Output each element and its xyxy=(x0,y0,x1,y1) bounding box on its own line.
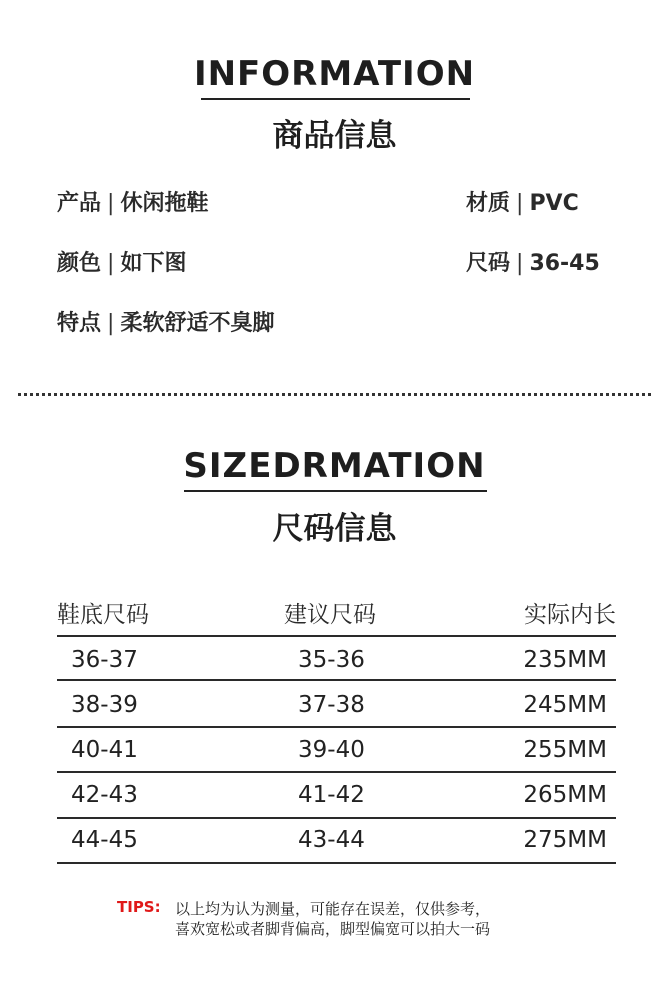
separator: | xyxy=(516,251,524,276)
table-cell-inner-length: 245MM xyxy=(523,692,607,718)
tips-line-2: 喜欢宽松或者脚背偏高，脚型偏宽可以拍大一码 xyxy=(175,920,491,938)
separator: | xyxy=(516,191,524,216)
color-field xyxy=(57,246,186,277)
table-cell-suggested-size: 37-38 xyxy=(298,692,365,718)
information-en-title: INFORMATION xyxy=(193,54,476,94)
size-title-underline xyxy=(184,490,487,492)
dotted-divider xyxy=(18,393,651,396)
feature-label: 特点 xyxy=(57,311,102,336)
product-label: 产品 xyxy=(57,191,102,216)
size-field xyxy=(466,246,600,277)
table-line xyxy=(57,771,616,773)
separator: | xyxy=(107,191,115,216)
table-cell-inner-length: 255MM xyxy=(523,737,607,763)
size-cn-title: 尺码信息 xyxy=(272,511,397,547)
table-cell-sole-size: 44-45 xyxy=(71,827,138,853)
material-label: 材质 xyxy=(466,191,511,216)
product-field xyxy=(57,186,208,217)
table-cell-suggested-size: 43-44 xyxy=(298,827,365,853)
table-cell-inner-length: 275MM xyxy=(523,827,607,853)
table-header-suggested-size: 建议尺码 xyxy=(284,602,376,628)
table-cell-suggested-size: 35-36 xyxy=(298,647,365,673)
feature-field xyxy=(57,306,274,337)
table-cell-inner-length: 235MM xyxy=(523,647,607,673)
tips-label: TIPS: xyxy=(117,898,161,916)
information-cn-title: 商品信息 xyxy=(272,118,397,154)
product-value: 休闲拖鞋 xyxy=(120,191,209,216)
table-header-inner-length: 实际内长 xyxy=(524,602,616,628)
table-line xyxy=(57,726,616,728)
table-cell-sole-size: 38-39 xyxy=(71,692,138,718)
table-cell-sole-size: 40-41 xyxy=(71,737,138,763)
table-header-sole-size: 鞋底尺码 xyxy=(57,602,149,628)
separator: | xyxy=(107,251,115,276)
size-value: 36-45 xyxy=(529,251,600,276)
material-field xyxy=(466,186,579,217)
table-line xyxy=(57,679,616,681)
table-cell-suggested-size: 39-40 xyxy=(298,737,365,763)
table-cell-suggested-size: 41-42 xyxy=(298,782,365,808)
separator: | xyxy=(107,311,115,336)
feature-value: 柔软舒适不臭脚 xyxy=(120,311,275,336)
color-value: 如下图 xyxy=(120,251,187,276)
table-line xyxy=(57,862,616,864)
table-cell-sole-size: 42-43 xyxy=(71,782,138,808)
size-label: 尺码 xyxy=(466,251,511,276)
table-line xyxy=(57,635,616,637)
color-label: 颜色 xyxy=(57,251,102,276)
size-en-title: SIZEDRMATION xyxy=(183,446,486,486)
tips-line-1: 以上均为认为测量，可能存在误差，仅供参考， xyxy=(175,900,491,918)
table-line xyxy=(57,817,616,819)
material-value: PVC xyxy=(529,191,579,216)
table-cell-inner-length: 265MM xyxy=(523,782,607,808)
information-title-underline xyxy=(201,98,470,100)
table-cell-sole-size: 36-37 xyxy=(71,647,138,673)
